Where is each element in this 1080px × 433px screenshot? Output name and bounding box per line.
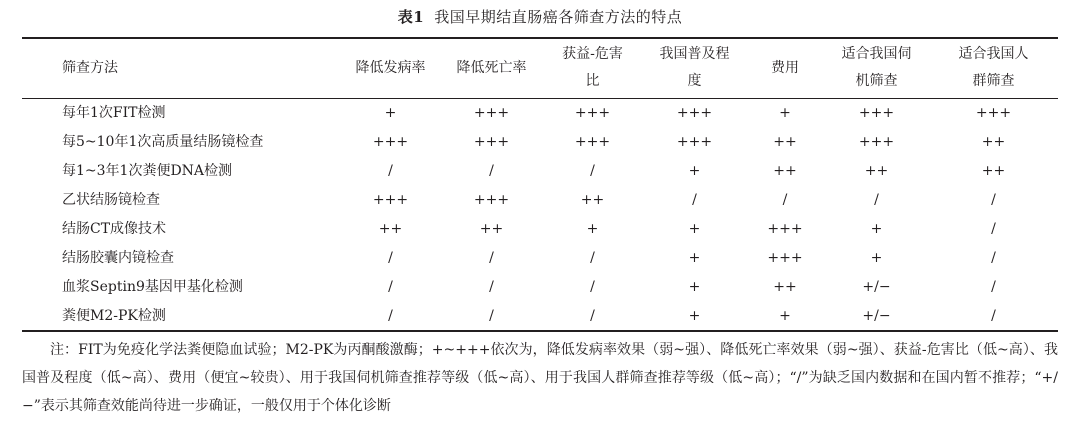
- rating-cell: +++: [372, 192, 409, 208]
- rating-cell: +++: [858, 105, 895, 121]
- rating-cell: +: [586, 221, 599, 237]
- rating-cell: +++: [473, 105, 510, 121]
- table-row: [22, 98, 1058, 128]
- method-cell: 粪便M2-PK检测: [62, 308, 166, 324]
- rating-cell: /: [782, 192, 788, 208]
- rating-cell: /: [388, 250, 393, 266]
- rating-cell: ++: [981, 134, 1006, 150]
- rating-cell: +: [870, 221, 883, 237]
- table-caption: [0, 6, 1080, 28]
- rating-cell: +++: [858, 134, 895, 150]
- rating-cell: +++: [767, 221, 803, 237]
- header-mortality: 降低死亡率: [456, 59, 527, 76]
- rating-cell: /: [590, 250, 595, 266]
- header-population: 适合我国人 群筛查: [958, 46, 1029, 89]
- rating-cell: /: [590, 163, 595, 179]
- table-row: [22, 302, 1058, 331]
- rating-cell: /: [388, 279, 393, 295]
- header-popularity: 我国普及程 度: [659, 46, 730, 89]
- method-cell: 结肠胶囊内镜检查: [62, 250, 174, 266]
- rating-cell: +: [688, 308, 701, 324]
- table-row: [22, 244, 1058, 273]
- rating-cell: ++: [981, 163, 1006, 179]
- table-number: 表1: [397, 8, 425, 26]
- rating-cell: +++: [767, 250, 803, 266]
- table-row: [22, 186, 1058, 215]
- rating-cell: +++: [473, 134, 510, 150]
- rating-cell: /: [692, 192, 697, 208]
- table-row: [22, 157, 1058, 186]
- rating-cell: ++: [864, 163, 889, 179]
- rating-cell: /: [991, 250, 996, 266]
- header-opportunistic: 适合我国伺 机筛查: [841, 46, 912, 89]
- rating-cell: ++: [773, 279, 797, 295]
- rating-cell: /: [489, 250, 494, 266]
- rating-cell: ++: [378, 221, 403, 237]
- rating-cell: /: [388, 308, 393, 324]
- rating-cell: /: [991, 221, 996, 237]
- rating-cell: +: [384, 105, 397, 121]
- rating-cell: +++: [676, 134, 713, 150]
- rating-cell: +++: [676, 105, 713, 121]
- rating-cell: /: [991, 279, 996, 295]
- rating-cell: /: [489, 163, 494, 179]
- rating-cell: +++: [372, 134, 409, 150]
- header-benefit-harm: 获益-危害 比: [562, 46, 623, 89]
- header-row: [22, 38, 1058, 98]
- method-cell: 每年1次FIT检测: [62, 105, 166, 121]
- rating-cell: /: [874, 192, 879, 208]
- rating-cell: /: [489, 279, 494, 295]
- rating-cell: +++: [574, 105, 611, 121]
- screening-methods-table: [22, 38, 1058, 331]
- rating-cell: /: [388, 163, 393, 179]
- rating-cell: +++: [975, 105, 1012, 121]
- method-cell: 结肠CT成像技术: [62, 221, 167, 237]
- table-row: [22, 215, 1058, 244]
- table-title: 我国早期结直肠癌各筛查方法的特点: [434, 8, 683, 26]
- method-cell: 每5~10年1次高质量结肠镜检查: [62, 134, 264, 150]
- rating-cell: +: [870, 250, 883, 266]
- rating-cell: +: [779, 308, 791, 324]
- rating-cell: ++: [479, 221, 504, 237]
- rating-cell: +: [779, 105, 791, 121]
- rating-cell: ++: [580, 192, 605, 208]
- rating-cell: /: [489, 308, 494, 324]
- rating-cell: +++: [473, 192, 510, 208]
- rating-cell: +/−: [862, 279, 891, 295]
- header-incidence: 降低发病率: [355, 59, 426, 76]
- rating-cell: /: [590, 279, 595, 295]
- method-cell: 每1~3年1次粪便DNA检测: [62, 163, 233, 179]
- header-method: 筛查方法: [62, 59, 118, 76]
- header-cost: 费用: [771, 59, 799, 76]
- rating-cell: +: [688, 221, 701, 237]
- rating-cell: /: [991, 308, 996, 324]
- rating-cell: +++: [574, 134, 611, 150]
- rating-cell: +/−: [862, 308, 891, 324]
- table-row: [22, 273, 1058, 302]
- rating-cell: +: [688, 163, 701, 179]
- rating-cell: +: [688, 250, 701, 266]
- rating-cell: +: [688, 279, 701, 295]
- rating-cell: /: [590, 308, 595, 324]
- method-cell: 血浆Septin9基因甲基化检测: [62, 279, 243, 295]
- rating-cell: ++: [773, 163, 797, 179]
- table-footnote: 注：FIT为免疫化学法粪便隐血试验；M2-PK为丙酮酸激酶；+~+++依次为，降低发病率效果（弱~强）、降低死亡率效果（弱~强）、获益-危害比（低~高）、我国普及程度（低~高）、费用（便宜~较贵）、用于我国伺机筛查推荐等级（低~高）、用于我国人群筛查推荐等级（低~高）；“/”为缺乏国内数据和在国内暂不推荐；“+/−”表示其筛查效能尚待进一步确证，一般仅用于个体化诊断: [22, 342, 1058, 414]
- table-row: [22, 128, 1058, 157]
- method-cell: 乙状结肠镜检查: [62, 192, 160, 208]
- rating-cell: /: [991, 192, 996, 208]
- rating-cell: ++: [773, 134, 797, 150]
